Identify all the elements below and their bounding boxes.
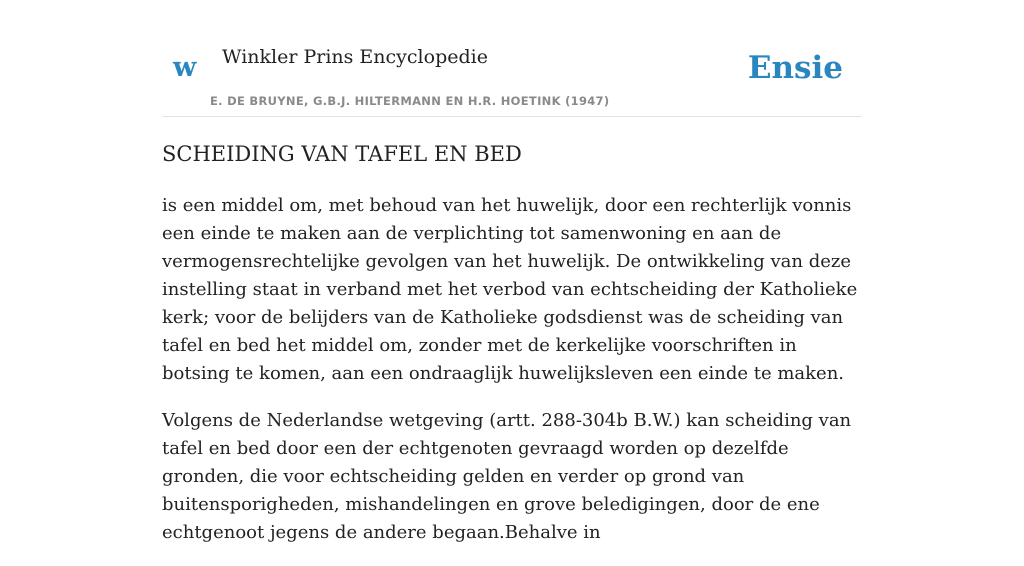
article-paragraph: is een middel om, met behoud van het huwelijk, door een rechterlijk vonnis een einde te maken aan de verplichting tot samenwoning en aan de vermogensrechtelijke gevolgen van het huwelijk. De ontwikkeling van deze instelling staat in verband met het verbod van echtscheiding der Katholieke kerk; voor de belijders van de Katholieke godsdienst was de scheiding van tafel en bed het middel om, zonder met de kerkelijke voorschriften in botsing te komen, aan een ondraaglijk huwelijksleven een einde te maken. (162, 195, 858, 384)
publication-logo[interactable]: w (173, 52, 197, 83)
article-body (162, 192, 862, 566)
brand-logo[interactable]: Ensie (747, 50, 843, 86)
article-title: SCHEIDING VAN TAFEL EN BED (162, 142, 522, 166)
publication-title[interactable]: Winkler Prins Encyclopedie (222, 46, 488, 68)
publication-authors: E. DE BRUYNE, G.B.J. HILTERMANN EN H.R. HOETINK (1947) (210, 94, 610, 108)
site-header (162, 0, 862, 117)
article-paragraph: Volgens de Nederlandse wetgeving (artt. 288-304b B.W.) kan scheiding van tafel en bed door een der echtgenoten gevraagd worden op dezelfde gronden, die voor echtscheiding gelden en verder op grond van buitensporigheden, mishandelingen en grove beledigingen, door de ene echtgenoot jegens de andere begaan.Behalve in (162, 410, 852, 543)
